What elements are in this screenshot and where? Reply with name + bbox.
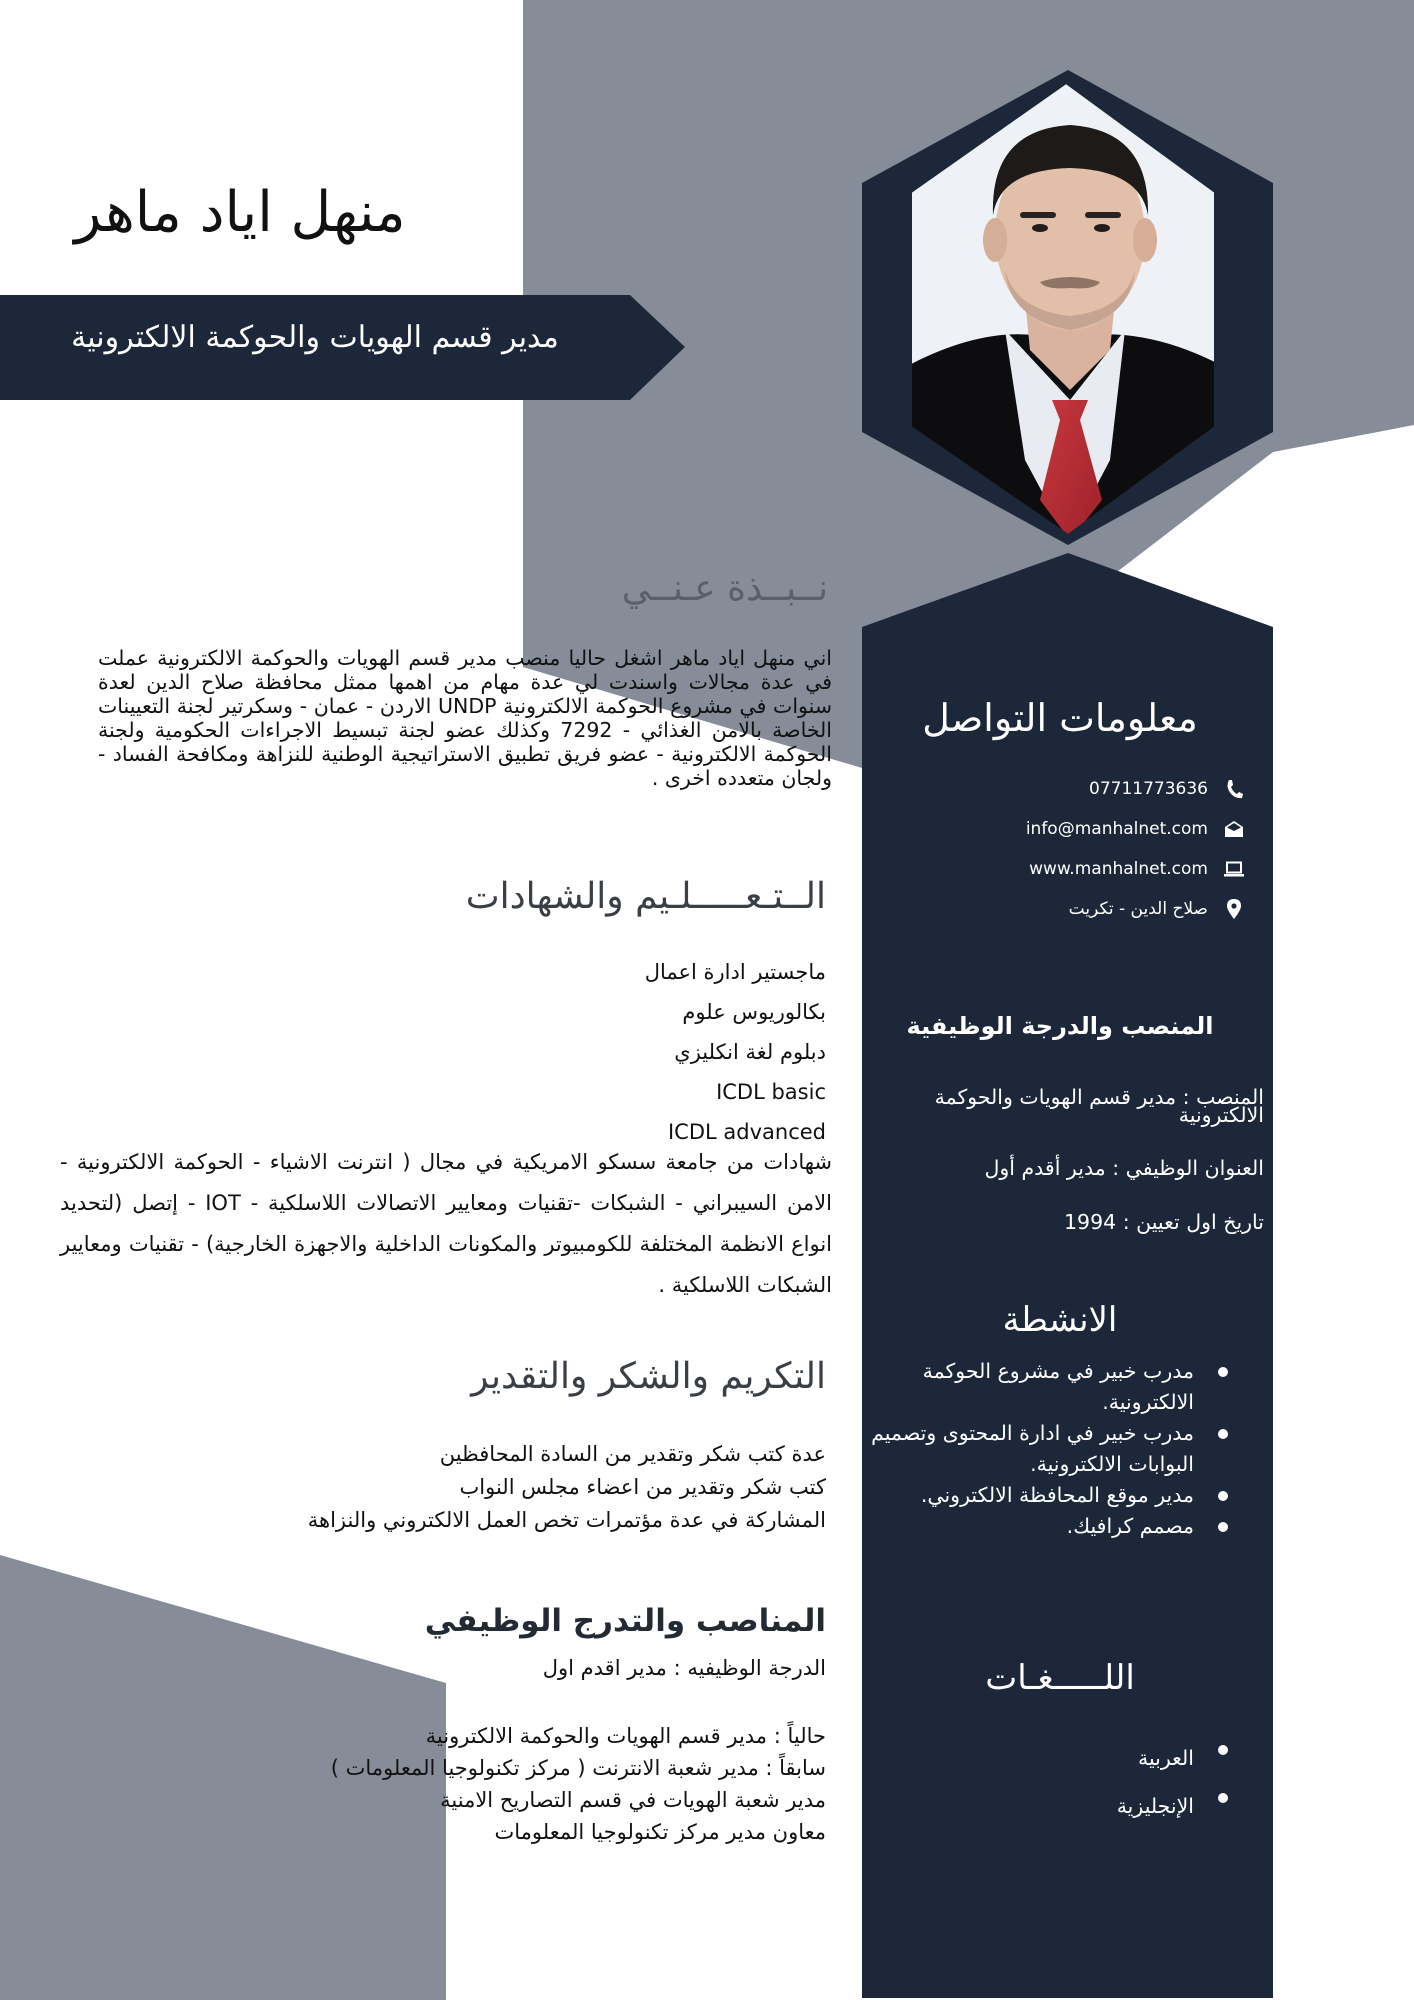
honors-list xyxy=(226,1438,826,1537)
about-text: اني منهل اياد ماهر اشغل حاليا منصب مدير قسم الهويات والحوكمة الالكترونية عملت في عدة مجالات واسندت لي عدة مهام من اهمها ممثل محافظة صلاح الدين لعدة سنوات في مشروع الحوكمة الالكترونية UNDP الاردن - عمان - وسكرتير لجنة التعيينات الخاصة بالامن الغذائي - 7292 وكذلك عضو لجنة تبسيط الاجراءات الحكومية ولجنة الحوكمة الالكترونية - عضو فريق تطبيق الاستراتيجية الوطنية للنزاهة ومكافحة الفساد - ولجان متعدده اخرى . xyxy=(98,646,833,790)
about-section-title: نــبــذة عـنــي xyxy=(621,568,828,609)
career-item: معاون مدير مركز تكنولوجيا المعلومات xyxy=(494,1820,826,1844)
position-section-title: المنصب والدرجة الوظيفية xyxy=(906,1012,1214,1040)
contact-address xyxy=(1069,896,1244,922)
contact-phone[interactable] xyxy=(1089,776,1244,802)
phone-value[interactable]: 07711773636 xyxy=(1089,779,1208,799)
activity-item: مدير موقع المحافظة الالكتروني. xyxy=(864,1480,1194,1511)
activities-list xyxy=(864,1356,1222,1542)
activities-section-title: الانشطة xyxy=(1002,1300,1118,1340)
education-item: ماجستير ادارة اعمال xyxy=(644,960,826,984)
education-section-title: الــتـعـــــلـيم والشهادات xyxy=(465,876,826,917)
education-item: ICDL advanced xyxy=(667,1120,826,1144)
map-pin-icon xyxy=(1224,899,1244,919)
activity-item: مدرب خبير في مشروع الحوكمة الالكترونية. xyxy=(864,1356,1194,1418)
position-job-title: العنوان الوظيفي : مدير أقدم أول xyxy=(984,1156,1264,1180)
education-item: دبلوم لغة انكليزي xyxy=(674,1040,826,1064)
career-grade: الدرجة الوظيفيه : مدير اقدم اول xyxy=(542,1656,826,1680)
education-list xyxy=(426,952,826,1152)
activity-item: مصمم كرافيك. xyxy=(864,1511,1194,1542)
address-value: صلاح الدين - تكريت xyxy=(1068,899,1208,919)
website-value[interactable]: www.manhalnet.com xyxy=(1029,859,1208,879)
languages-section-title: اللـــــغـات xyxy=(985,1658,1135,1698)
honor-item: كتب شكر وتقدير من اعضاء مجلس النواب xyxy=(459,1475,826,1499)
languages-list xyxy=(894,1734,1222,1830)
honor-item: المشاركة في عدة مؤتمرات تخص العمل الالكتروني والنزاهة xyxy=(307,1508,826,1532)
position-first-appointment: تاريخ اول تعيين : 1994 xyxy=(1064,1210,1264,1234)
honor-item: عدة كتب شكر وتقدير من السادة المحافظين xyxy=(439,1442,826,1466)
education-item: بكالوريوس علوم xyxy=(682,1000,826,1024)
education-item: ICDL basic xyxy=(716,1080,826,1104)
contact-email[interactable] xyxy=(1026,816,1244,842)
honors-section-title: التكريم والشكر والتقدير xyxy=(471,1356,826,1397)
contact-website[interactable] xyxy=(1029,856,1244,882)
activity-item: مدرب خبير في ادارة المحتوى وتصميم البوابات الالكترونية. xyxy=(864,1418,1194,1480)
phone-icon xyxy=(1224,779,1244,799)
career-item: حالياً : مدير قسم الهويات والحوكمة الالكترونية xyxy=(425,1724,826,1748)
career-section-title: المناصب والتدرج الوظيفي xyxy=(424,1603,826,1639)
career-list xyxy=(206,1720,826,1848)
job-title-banner-text: مدير قسم الهويات والحوكمة الالكترونية xyxy=(71,320,559,355)
language-item: العربية xyxy=(894,1734,1194,1782)
language-item: الإنجليزية xyxy=(894,1782,1194,1830)
position-post: المنصب : مدير قسم الهويات والحوكمة الالكترونية xyxy=(934,1085,1264,1127)
career-item: مدير شعبة الهويات في قسم التصاريح الامنية xyxy=(440,1788,826,1812)
envelope-open-icon xyxy=(1224,819,1244,839)
career-item: سابقاً : مدير شعبة الانترنت ( مركز تكنولوجيا المعلومات ) xyxy=(330,1756,826,1780)
email-value[interactable]: info@manhalnet.com xyxy=(1025,819,1208,839)
cisco-certificates-text: شهادات من جامعة سسكو الامريكية في مجال ( انترنت الاشياء - الحوكمة الالكترونية - الامن السيبراني - الشبكات -تقنيات ومعايير الاتصالات اللاسلكية - IOT - إتصل (لتحديد انواع الانظمة المختلفة للكومبيوتر والمكونات الداخلية والاجهزة الخارجية) - تقنيات ومعايير الشبكات اللاسلكية . xyxy=(60,1150,832,1297)
contact-section-title: معلومات التواصل xyxy=(922,696,1198,740)
laptop-icon xyxy=(1224,859,1244,879)
person-name: منهل اياد ماهر xyxy=(74,180,406,245)
